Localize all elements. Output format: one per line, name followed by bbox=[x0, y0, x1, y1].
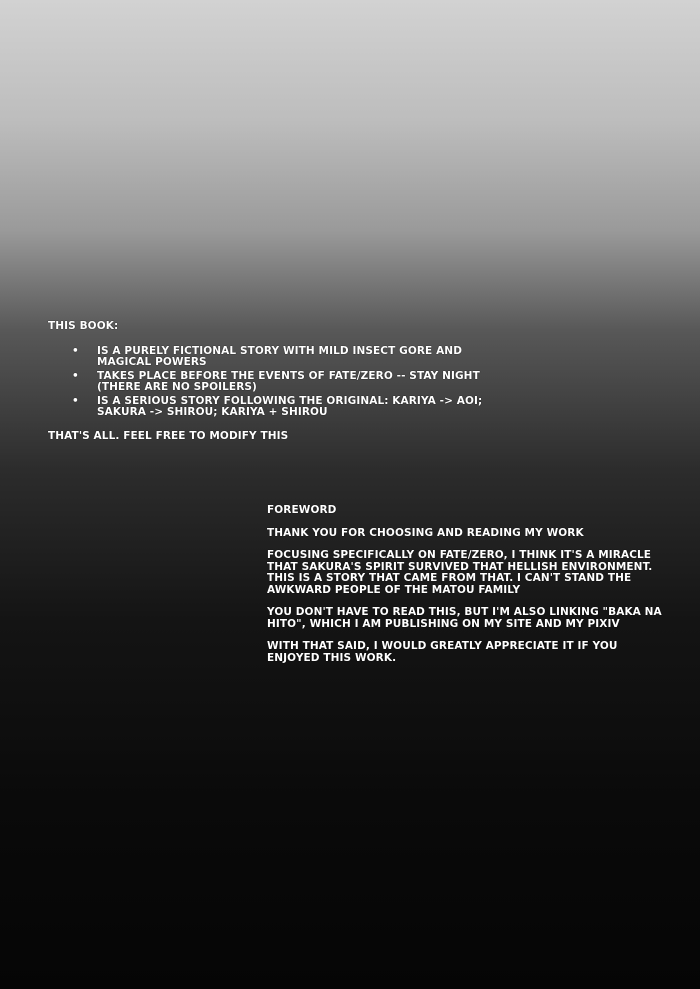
disclaimer-heading: THIS BOOK: bbox=[48, 320, 119, 332]
disclaimer-section bbox=[48, 321, 488, 442]
list-item-text: IS A PURELY FICTIONAL STORY WITH MILD INSECT GORE AND MAGICAL POWERS bbox=[97, 344, 463, 368]
foreword-paragraph: YOU DON'T HAVE TO READ THIS, BUT I'M ALSO LINKING "BAKA NA HITO", WHICH I AM PUBLISHING ON MY SITE AND MY PIXIV bbox=[267, 606, 662, 630]
foreword-paragraph: FOCUSING SPECIFICALLY ON FATE/ZERO, I THINK IT'S A MIRACLE THAT SAKURA'S SPIRIT SURVIVED THAT HELLISH ENVIRONMENT. THIS IS A STORY THAT CAME FROM THAT. I CAN'T STAND THE AWKWARD PEOPLE OF THE MATOU FAMILY bbox=[267, 549, 653, 596]
list-item bbox=[48, 396, 488, 419]
foreword-title: FOREWORD bbox=[267, 504, 337, 516]
list-item bbox=[48, 346, 488, 369]
foreword-section bbox=[267, 505, 672, 675]
foreword-thanks: THANK YOU FOR CHOOSING AND READING MY WORK bbox=[267, 526, 584, 539]
disclaimer-closing: THAT'S ALL. FEEL FREE TO MODIFY THIS bbox=[48, 429, 289, 442]
list-item-text: IS A SERIOUS STORY FOLLOWING THE ORIGINAL: KARIYA -> AOI; SAKURA -> SHIROU; KARIYA + SHIROU bbox=[97, 394, 483, 418]
foreword-paragraph: WITH THAT SAID, I WOULD GREATLY APPRECIATE IT IF YOU ENJOYED THIS WORK. bbox=[267, 640, 618, 664]
bullet-icon: • bbox=[72, 394, 79, 407]
bullet-icon: • bbox=[72, 344, 79, 357]
list-item bbox=[48, 371, 488, 394]
list-item-text: TAKES PLACE BEFORE THE EVENTS OF FATE/ZERO -- STAY NIGHT (THERE ARE NO SPOILERS) bbox=[97, 369, 480, 393]
bullet-icon: • bbox=[72, 369, 79, 382]
disclaimer-list bbox=[48, 346, 488, 419]
